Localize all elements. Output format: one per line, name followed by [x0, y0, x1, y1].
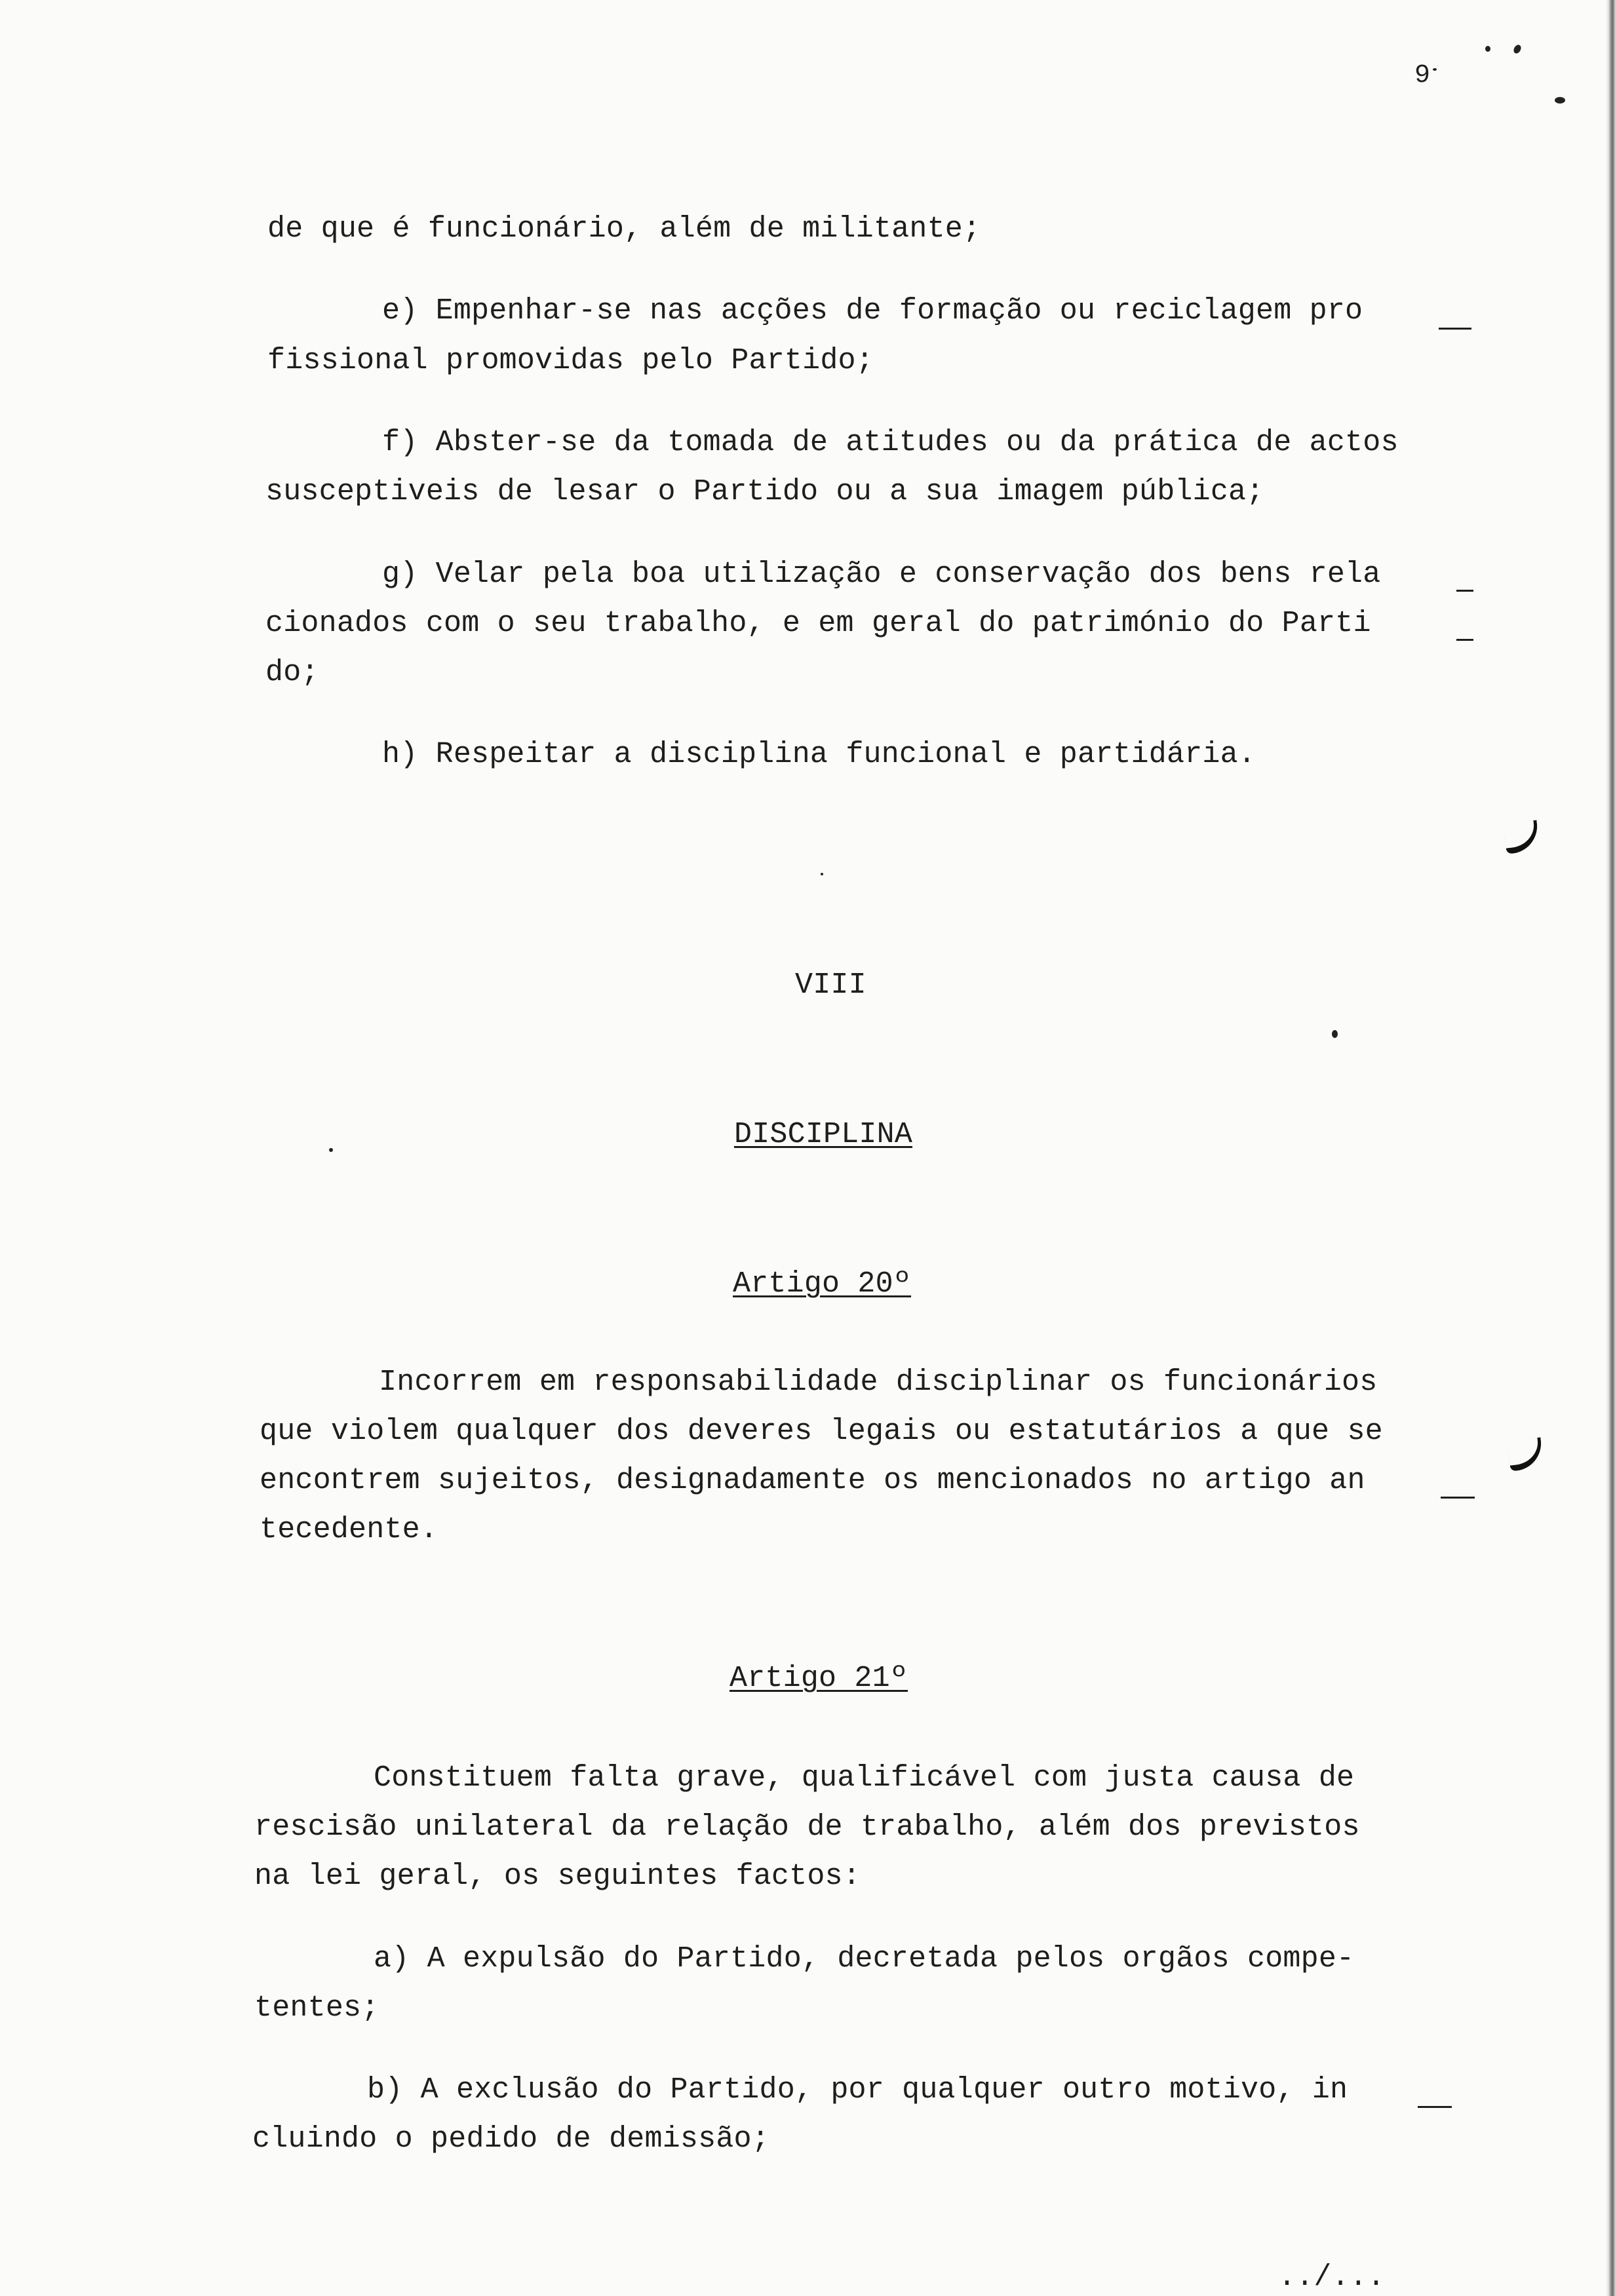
text-line: do; [265, 656, 319, 689]
hyphenation-underline [1456, 639, 1473, 641]
margin-check-mark [1508, 1437, 1544, 1471]
text-line: encontrem sujeitos, designadamente os mencionados no artigo an [260, 1464, 1365, 1497]
article-20-heading: Artigo 20º [733, 1267, 912, 1301]
ink-speck [1512, 43, 1523, 54]
text-line: de que é funcionário, além de militante; [267, 212, 981, 246]
ink-speck [1485, 46, 1490, 52]
text-line: rescisão unilateral da relação de trabalho, além dos previstos [254, 1810, 1360, 1844]
hyphenation-underline [1418, 2106, 1452, 2108]
text-line: na lei geral, os seguintes factos: [254, 1860, 861, 1893]
section-title: DISCIPLINA [734, 1118, 913, 1151]
text-line: g) Velar pela boa utilização e conservação dos bens rela [382, 558, 1381, 591]
ink-speck [821, 873, 823, 875]
text-line: cionados com o seu trabalho, e em geral do património do Parti [265, 607, 1371, 640]
text-line: cluindo o pedido de demissão; [252, 2122, 769, 2156]
ink-speck [329, 1148, 333, 1152]
text-line: que violem qualquer dos deveres legais ou estatutários a que se [260, 1415, 1383, 1448]
text-line: a) A expulsão do Partido, decretada pelos orgãos compe- [374, 1942, 1355, 1976]
hyphenation-underline [1439, 328, 1471, 330]
continuation-mark: ../... [1278, 2261, 1386, 2294]
hyphenation-underline [1441, 1497, 1475, 1499]
margin-check-mark [1504, 820, 1540, 854]
text-line: e) Empenhar-se nas acções de formação ou reciclagem pro [382, 294, 1363, 328]
scanned-page-edge [1606, 0, 1615, 2296]
text-line: fissional promovidas pelo Partido; [267, 344, 874, 377]
hyphenation-underline [1456, 590, 1473, 592]
ink-speck [1433, 68, 1437, 71]
text-line: b) A exclusão do Partido, por qualquer outro motivo, in [367, 2073, 1348, 2107]
ink-speck [1332, 1030, 1338, 1038]
page-number: 9 [1414, 61, 1431, 90]
text-line: tentes; [254, 1991, 379, 2025]
text-line: tecedente. [260, 1513, 438, 1546]
ink-speck [1555, 97, 1565, 104]
text-line: h) Respeitar a disciplina funcional e partidária. [382, 738, 1256, 771]
text-line: Constituem falta grave, qualificável com justa causa de [374, 1761, 1355, 1795]
text-line: f) Abster-se da tomada de atitudes ou da prática de actos [382, 426, 1399, 459]
text-line: susceptiveis de lesar o Partido ou a sua imagem pública; [265, 475, 1264, 508]
text-line: Incorrem em responsabilidade disciplinar os funcionários [379, 1366, 1378, 1399]
section-number: VIII [795, 968, 866, 1002]
article-21-heading: Artigo 21º [730, 1662, 908, 1695]
